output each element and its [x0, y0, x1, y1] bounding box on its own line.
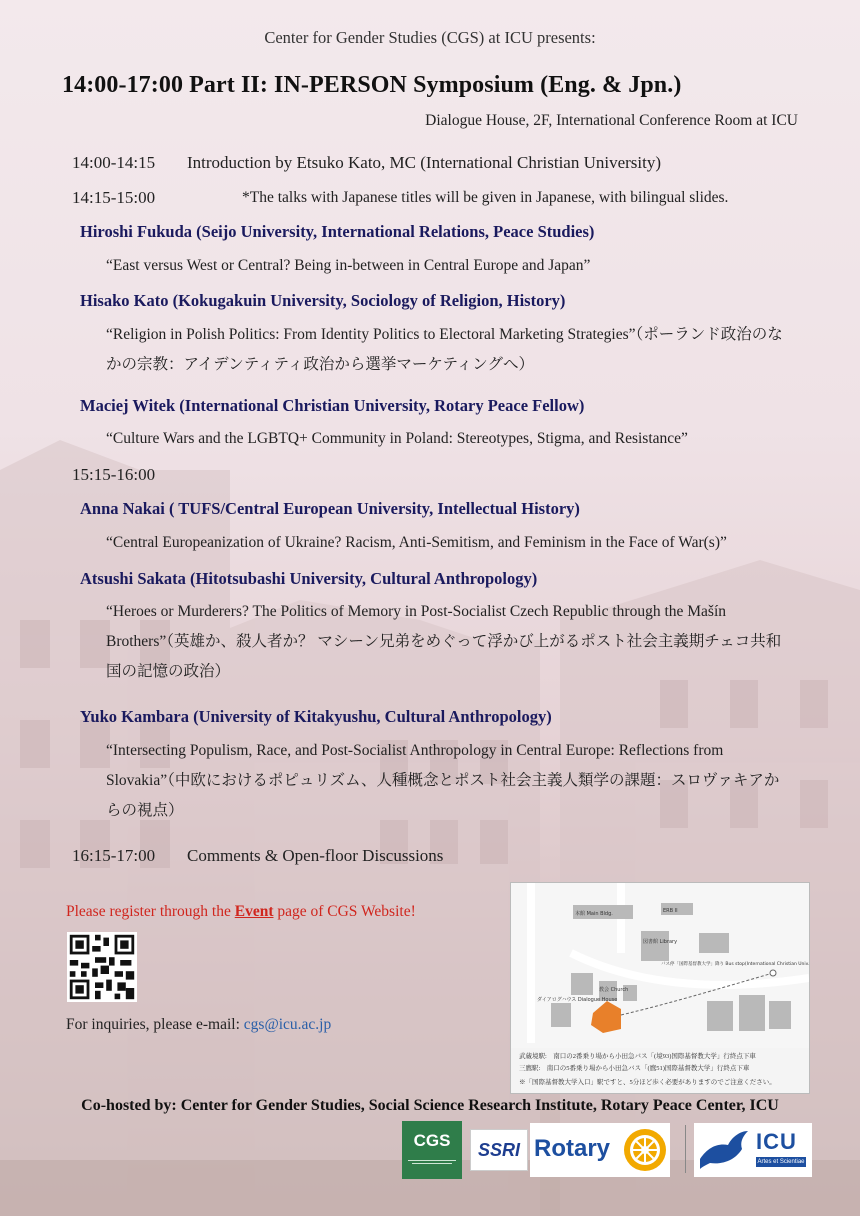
rotary-wheel-icon	[622, 1127, 668, 1173]
register-after-text: page of CGS Website!	[273, 903, 416, 920]
qr-code[interactable]	[67, 932, 137, 1002]
icu-logo	[694, 1123, 812, 1177]
campus-map-drawing	[511, 883, 809, 1048]
presenter-line: Center for Gender Studies (CGS) at ICU presents:	[264, 28, 596, 47]
register-before-text: Please register through the	[66, 903, 235, 920]
speaker-kambara: Yuko Kambara (University of Kitakyushu, Cultural Anthropology)	[80, 707, 552, 726]
talk-title-kato: “Religion in Polish Politics: From Identity Politics to Electoral Marketing Strategies”（ポーランド政治のなかの宗教：アイデンティティ政治から選挙マーケティングへ）	[106, 326, 783, 373]
map-label-erb: ERB II	[663, 908, 678, 914]
speaker-sakata: Atsushi Sakata (Hitotsubashi University, Cultural Anthropology)	[80, 569, 538, 588]
map-label-dialogue: ダイアログハウス Dialogue House	[537, 997, 618, 1003]
closing-text: Comments & Open-floor Discussions	[187, 846, 444, 865]
icu-logo-text: ICU	[756, 1129, 797, 1154]
map-label-busstop: バス停「国際基督教大学」降り Bus stop(International Christian Univ. Sta.)	[661, 962, 809, 967]
event-link[interactable]: Event	[234, 903, 274, 920]
speaker-witek: Maciej Witek (International Christian University, Rotary Peace Fellow)	[80, 396, 585, 415]
sponsor-logos	[402, 1119, 812, 1181]
map-label-honkan: 本館 Main Bldg.	[575, 911, 613, 917]
dove-icon	[698, 1129, 750, 1171]
map-label-church: 教会 Church	[599, 987, 629, 993]
intro-text: Introduction by Etsuko Kato, MC (International Christian University)	[187, 153, 662, 172]
inquiry-email-link[interactable]: cgs@icu.ac.jp	[243, 1016, 332, 1033]
map-label-library: 図書館 Library	[643, 939, 678, 945]
talk-title-nakai: “Central Europeanization of Ukraine? Racism, Anti-Semitism, and Feminism in the Face of War(s)”	[106, 534, 727, 551]
session1-note: *The talks with Japanese titles will be given in Japanese, with bilingual slides.	[242, 189, 729, 206]
talk-title-witek: “Culture Wars and the LGBTQ+ Community in Poland: Stereotypes, Stigma, and Resistance”	[106, 430, 688, 447]
speaker-nakai: Anna Nakai ( TUFS/Central European University, Intellectual History)	[80, 499, 580, 518]
rotary-logo	[530, 1123, 670, 1177]
map-note-2: 三鷹駅: 南口の5番乗り場から小田急バス「(鷹51)国際基督教大学」行終点下車	[519, 1065, 750, 1072]
inquiry-line	[66, 1016, 331, 1034]
closing-time: 16:15-17:00	[72, 846, 156, 865]
cgs-logo-subtext-lines	[408, 1159, 456, 1167]
talk-title-fukuda: “East versus West or Central? Being in-between in Central Europe and Japan”	[106, 257, 591, 274]
ssri-logo	[470, 1129, 528, 1171]
map-note-3: ※「国際基督教大学入口」駅ですと、5分ほど歩く必要がありますのでご注意ください。	[519, 1079, 776, 1086]
map-note-1: 武蔵境駅: 南口の2番乗り場から小田急バス「(境93)国際基督教大学」行終点下車	[519, 1053, 756, 1060]
rotary-logo-text: Rotary	[534, 1135, 611, 1162]
talk-title-sakata: “Heroes or Murderers? The Politics of Memory in Post-Socialist Czech Republic through the Mašín Brothers”（英雄か、殺人者か？ マシーン兄弟をめぐって浮かび上がるポスト社会主義期チェコ共和国の記憶の政治）	[106, 603, 782, 680]
session2-time: 15:15-16:00	[72, 465, 156, 484]
cohost-line: Co-hosted by: Center for Gender Studies, Social Science Research Institute, Rotary Peace Center, ICU	[81, 1097, 779, 1114]
register-line	[66, 903, 416, 921]
cgs-logo	[402, 1121, 462, 1179]
page-title: 14:00-17:00 Part II: IN-PERSON Symposium (Eng. & Jpn.)	[62, 72, 682, 98]
speaker-fukuda: Hiroshi Fukuda (Seijo University, International Relations, Peace Studies)	[80, 222, 595, 241]
icu-motto: Artes et Scientiae	[757, 1159, 805, 1165]
session1-time: 14:15-15:00	[72, 188, 156, 207]
campus-map	[510, 882, 810, 1094]
speaker-kato: Hisako Kato (Kokugakuin University, Sociology of Religion, History)	[80, 291, 566, 310]
inquiry-label: For inquiries, please e-mail:	[66, 1016, 244, 1033]
ssri-logo-text: SSRI	[477, 1140, 520, 1160]
logo-divider	[685, 1125, 686, 1173]
intro-time: 14:00-14:15	[72, 153, 156, 172]
talk-title-kambara: “Intersecting Populism, Race, and Post-Socialist Anthropology in Central Europe: Reflections from Slovakia”（中欧におけるポピュリズム、人種概念とポスト社会主義人類学の課題：スロヴァキアからの視点）	[106, 742, 780, 819]
cgs-logo-text: CGS	[413, 1131, 451, 1150]
venue-line: Dialogue House, 2F, International Conference Room at ICU	[425, 112, 798, 129]
